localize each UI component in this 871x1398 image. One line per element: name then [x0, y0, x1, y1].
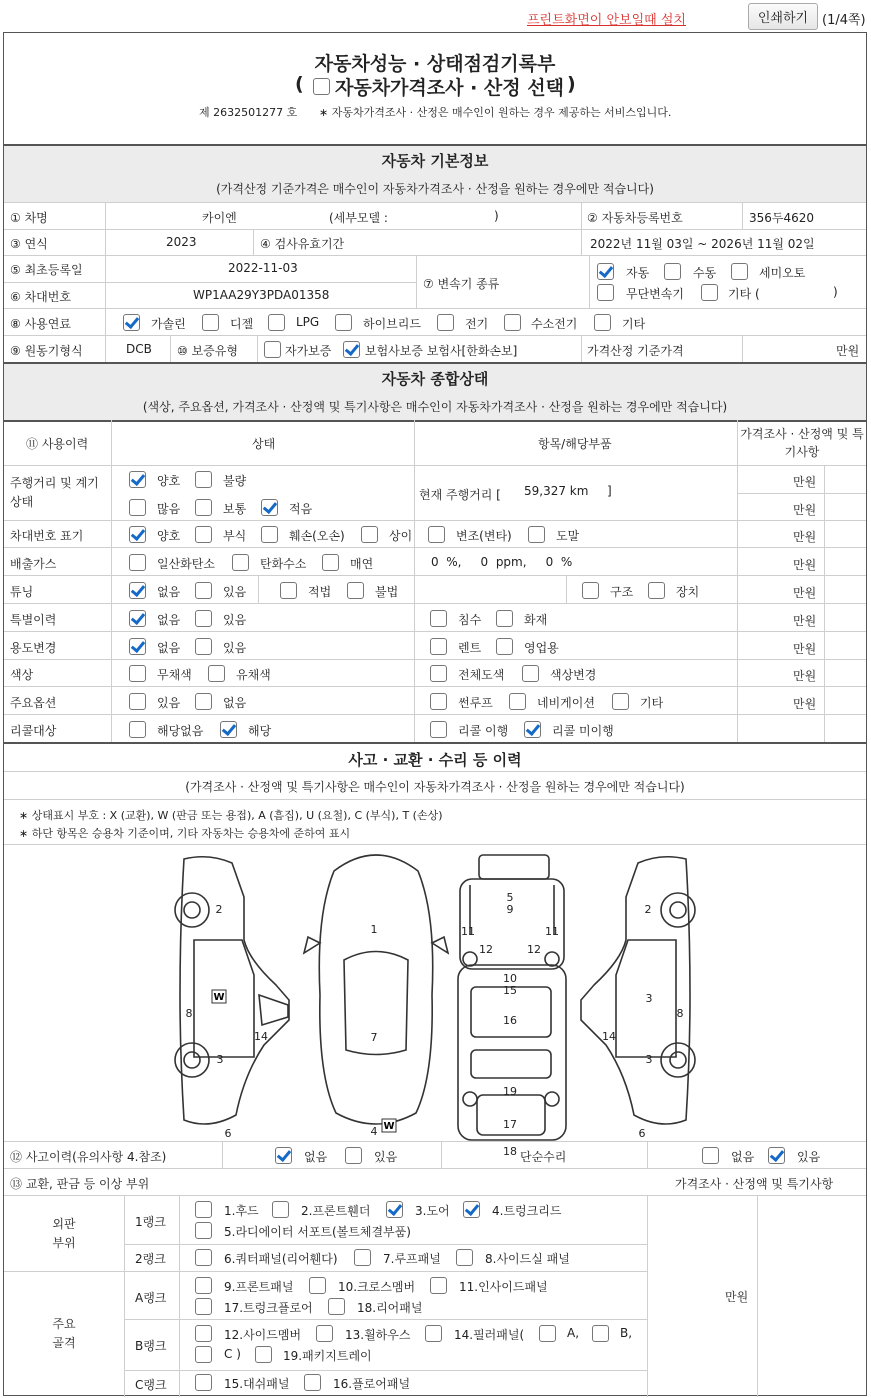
recall-na-label: 해당없음	[157, 724, 204, 738]
mileage-normal-checkbox[interactable]	[195, 499, 212, 516]
mileage-bad-label: 불량	[223, 474, 247, 488]
validity-label: ④ 검사유효기간	[260, 237, 345, 251]
rent-checkbox[interactable]	[430, 638, 447, 655]
service-note: ∗ 자동차가격조사 · 산정은 매수인이 원하는 경우 제공하는 서비스입니다.	[319, 106, 672, 119]
diagram-num-6a: 6	[224, 1127, 232, 1140]
part9-checkbox[interactable]	[195, 1277, 212, 1294]
simple-repair-exists-label: 있음	[797, 1150, 821, 1164]
diagram-num-15: 15	[503, 984, 517, 997]
color-price-unit: 만원	[793, 669, 817, 683]
usage-price-unit: 만원	[793, 642, 817, 656]
page-subtitle: 자동차가격조사 · 산정 선택	[335, 77, 564, 99]
legend-line-1: ∗ 상태표시 부호 : X (교환), W (판금 또는 용접), A (흠집), U (요철), C (부식), T (손상)	[19, 809, 443, 822]
diagram-num-14b: 14	[602, 1030, 616, 1043]
recall-done-label: 리콜 이행	[458, 724, 509, 738]
diagram-num-2b: 2	[644, 903, 652, 916]
col-history: ⑪ 사용이력	[26, 437, 89, 451]
part2-checkbox[interactable]	[272, 1201, 289, 1218]
recall-yes-label: 해당	[248, 724, 272, 738]
achromatic-checkbox[interactable]	[129, 665, 146, 682]
left-side-body	[180, 857, 289, 1124]
trans-auto-label: 자동	[626, 266, 650, 280]
print-install-link[interactable]: 프린트화면이 안보일때 설치	[527, 13, 686, 28]
diagram-num-3c: 3	[645, 1053, 653, 1066]
color-change-label: 색상변경	[550, 668, 597, 682]
part5-checkbox[interactable]	[195, 1222, 212, 1239]
usage-none-checkbox[interactable]	[129, 638, 146, 655]
trans-cvt-label: 무단변속기	[626, 287, 684, 301]
part10-checkbox[interactable]	[309, 1277, 326, 1294]
tuning-structure-label: 구조	[610, 585, 634, 599]
usage-exists-label: 있음	[223, 641, 247, 655]
accident-exists-checkbox[interactable]	[345, 1147, 362, 1164]
current-mileage-close: ]	[607, 484, 612, 498]
vin-stolen-label: 도말	[556, 529, 580, 543]
tuning-structure-checkbox[interactable]	[582, 582, 599, 599]
special-none-label: 없음	[157, 613, 181, 627]
tuning-label: 튜닝	[10, 585, 34, 599]
trans-cvt-checkbox[interactable]	[597, 284, 614, 301]
accident-header: 사고 · 교환 · 수리 등 이력	[348, 751, 522, 769]
recall-notdone-checkbox[interactable]	[524, 721, 541, 738]
basic-info-note: (가격산정 기준가격은 매수인이 자동차가격조사 · 산정을 원하는 경우에만 적습니다)	[216, 182, 654, 196]
business-checkbox[interactable]	[496, 638, 513, 655]
pillar-c-checkbox[interactable]	[195, 1346, 212, 1363]
frame-group: 주요 골격	[52, 1317, 76, 1350]
recall-notdone-label: 리콜 미이행	[552, 724, 614, 738]
reg-label: ② 자동차등록번호	[587, 211, 683, 225]
mileage-few-label: 적음	[289, 502, 313, 516]
warranty-insurer-checkbox[interactable]	[343, 341, 360, 358]
rankB-label: B랭크	[135, 1339, 167, 1353]
detail-model-close: )	[494, 209, 499, 223]
sunroof-label: 썬루프	[458, 696, 493, 710]
status-header: 자동차 종합상태	[381, 370, 489, 388]
warranty-label: ⑩ 보증유형	[177, 344, 238, 358]
special-label: 특별이력	[10, 613, 57, 627]
vin-good-checkbox[interactable]	[129, 526, 146, 543]
fuel-hydrogen-checkbox[interactable]	[504, 314, 521, 331]
recall-done-checkbox[interactable]	[430, 721, 447, 738]
chromatic-checkbox[interactable]	[208, 665, 225, 682]
flood-label: 침수	[458, 613, 482, 627]
vin-alter-label: 변조(변타)	[456, 529, 512, 543]
part17-checkbox[interactable]	[195, 1298, 212, 1315]
part11-checkbox[interactable]	[430, 1277, 447, 1294]
diagram-num-3a: 3	[216, 1053, 224, 1066]
fuel-diesel-checkbox[interactable]	[202, 314, 219, 331]
current-mileage-value: 59,327 km	[524, 484, 589, 498]
accident-note: (가격조사 · 산정액 및 특기사항은 매수인이 자동차가격조사 · 산정을 원하는 경우에만 적습니다)	[185, 780, 685, 794]
trans-other-label: 기타 (	[728, 287, 760, 301]
right-side-body	[581, 857, 690, 1124]
business-label: 영업용	[524, 641, 559, 655]
special-price-unit: 만원	[793, 614, 817, 628]
diagram-num-11b: 11	[545, 925, 559, 938]
diagram-num-12b: 12	[527, 943, 541, 956]
fuel-lpg-label: LPG	[296, 315, 320, 329]
tuning-device-label: 장치	[676, 585, 700, 599]
pillar-b-label: B,	[620, 1326, 633, 1340]
full-paint-label: 전체도색	[458, 668, 505, 682]
vin-good-label: 양호	[157, 529, 181, 543]
current-mileage-label: 현재 주행거리 [	[419, 488, 501, 502]
base-price-label: 가격산정 기준가격	[587, 344, 684, 358]
part19-label: 19.패키지트레이	[283, 1349, 372, 1363]
vin-damage-checkbox[interactable]	[261, 526, 278, 543]
chromatic-label: 유채색	[236, 668, 271, 682]
pillar-b-checkbox[interactable]	[592, 1325, 609, 1342]
pillar-a-label: A,	[567, 1326, 580, 1340]
year-label: ③ 연식	[10, 237, 48, 251]
part7-checkbox[interactable]	[354, 1249, 371, 1266]
part14-checkbox[interactable]	[425, 1325, 442, 1342]
part12-label: 12.사이드멤버	[224, 1328, 302, 1342]
title-paren-close: )	[567, 73, 576, 95]
special-none-checkbox[interactable]	[129, 610, 146, 627]
part18-checkbox[interactable]	[328, 1298, 345, 1315]
diagram-num-10: 10	[503, 972, 517, 985]
vin-stolen-checkbox[interactable]	[528, 526, 545, 543]
diagram-mark-w-trunk: W	[383, 1121, 395, 1132]
accident-none-label: 없음	[304, 1150, 328, 1164]
top-view-body	[319, 855, 432, 1124]
vin-diff-checkbox[interactable]	[361, 526, 378, 543]
part13-label: 13.휠하우스	[345, 1328, 411, 1342]
warranty-insurer-label: 보험사보증 보험사[한화손보]	[365, 344, 518, 358]
tuning-illegal-label: 불법	[375, 585, 399, 599]
accident-history-label: ⑫ 사고이력(유의사항 4.참조)	[10, 1150, 167, 1164]
part1-label: 1.후드	[224, 1204, 259, 1218]
diagram-num-17: 17	[503, 1118, 517, 1131]
trans-semi-label: 세미오토	[759, 266, 806, 280]
fuel-other-label: 기타	[622, 317, 646, 331]
diagram-num-8b: 8	[676, 1007, 684, 1020]
full-paint-checkbox[interactable]	[430, 665, 447, 682]
diagram-mark-w-door: W	[213, 992, 225, 1003]
parts-price-label: 가격조사 · 산정액 및 특기사항	[675, 1177, 834, 1191]
parts-label: ⑬ 교환, 판금 등 이상 부위	[10, 1177, 150, 1191]
warranty-self-checkbox[interactable]	[264, 341, 281, 358]
basic-info-header: 자동차 기본정보	[381, 152, 489, 170]
simple-repair-none-label: 없음	[731, 1150, 755, 1164]
part19-checkbox[interactable]	[255, 1346, 272, 1363]
part11-label: 11.인사이드패널	[459, 1280, 548, 1294]
sunroof-checkbox[interactable]	[430, 693, 447, 710]
vin-price-unit: 만원	[793, 530, 817, 544]
hc-checkbox[interactable]	[232, 554, 249, 571]
flood-checkbox[interactable]	[430, 610, 447, 627]
diagram-num-8a: 8	[185, 1007, 193, 1020]
co-checkbox[interactable]	[129, 554, 146, 571]
col-items: 항목/해당부품	[538, 437, 612, 451]
part14-label: 14.필러패널(	[454, 1328, 525, 1342]
usage-none-label: 없음	[157, 641, 181, 655]
trans-auto-checkbox[interactable]	[597, 263, 614, 280]
mileage-many-checkbox[interactable]	[129, 499, 146, 516]
diagram-num-16: 16	[503, 1014, 517, 1027]
tuning-legal-checkbox[interactable]	[280, 582, 297, 599]
recall-yes-checkbox[interactable]	[220, 721, 237, 738]
trans-semi-checkbox[interactable]	[731, 263, 748, 280]
part8-label: 8.사이드실 패널	[485, 1252, 570, 1266]
part15-label: 15.대쉬패널	[224, 1377, 290, 1391]
options-no-label: 없음	[223, 696, 247, 710]
navigation-label: 네비게이션	[537, 696, 595, 710]
page-count: (1/4쪽)	[822, 13, 866, 28]
trans-manual-checkbox[interactable]	[664, 263, 681, 280]
engine-label: ⑨ 원동기형식	[10, 344, 83, 358]
navigation-checkbox[interactable]	[509, 693, 526, 710]
simple-repair-none-checkbox[interactable]	[702, 1147, 719, 1164]
rank2-label: 2랭크	[135, 1252, 166, 1266]
tuning-device-checkbox[interactable]	[648, 582, 665, 599]
part7-label: 7.루프패널	[383, 1252, 441, 1266]
vin-label: ⑥ 차대번호	[10, 290, 71, 304]
part9-label: 9.프론트패널	[224, 1280, 294, 1294]
fuel-gasoline-label: 가솔린	[151, 317, 186, 331]
rent-label: 렌트	[458, 641, 482, 655]
fuel-electric-label: 전기	[465, 317, 489, 331]
options-other-checkbox[interactable]	[612, 693, 629, 710]
mileage-many-label: 많음	[157, 502, 181, 516]
usage-exists-checkbox[interactable]	[195, 638, 212, 655]
engine-value: DCB	[126, 342, 152, 356]
rank1-label: 1랭크	[135, 1215, 166, 1229]
col-price: 가격조사 · 산정액 및 특기사항	[740, 427, 864, 459]
page-title: 자동차성능 · 상태점검기록부	[314, 53, 556, 75]
title-paren-open: (	[295, 73, 304, 95]
fuel-diesel-label: 디젤	[230, 317, 254, 331]
options-no-checkbox[interactable]	[195, 693, 212, 710]
top-toolbar	[0, 0, 871, 32]
tuning-exists-checkbox[interactable]	[195, 582, 212, 599]
rankA-label: A랭크	[135, 1291, 167, 1305]
mileage-price-unit-1: 만원	[793, 475, 817, 489]
vin-rust-label: 부식	[223, 529, 247, 543]
part4-label: 4.트렁크리드	[492, 1204, 562, 1218]
pillar-a-checkbox[interactable]	[539, 1325, 556, 1342]
part3-label: 3.도어	[415, 1204, 450, 1218]
document-number: 제 2632501277 호	[199, 106, 298, 119]
fire-checkbox[interactable]	[496, 610, 513, 627]
diagram-num-3b: 3	[645, 992, 653, 1005]
usage-label: 용도변경	[10, 641, 57, 655]
first-reg-label: ⑤ 최초등록일	[10, 263, 83, 277]
price-survey-checkbox[interactable]	[313, 78, 330, 95]
fuel-other-checkbox[interactable]	[594, 314, 611, 331]
print-button[interactable]: 인쇄하기	[748, 3, 818, 30]
part6-label: 6.쿼터패널(리어휀다)	[224, 1252, 338, 1266]
part8-checkbox[interactable]	[456, 1249, 473, 1266]
diagram-num-14a: 14	[254, 1030, 268, 1043]
detail-model-label: (세부모델 :	[329, 211, 388, 225]
fuel-hybrid-checkbox[interactable]	[335, 314, 352, 331]
diagram-num-18: 18	[503, 1145, 517, 1158]
tuning-legal-label: 적법	[308, 585, 332, 599]
inspection-record-document	[3, 32, 867, 1396]
validity-value: 2022년 11월 03일 ~ 2026년 11월 02일	[590, 237, 815, 251]
trans-manual-label: 수동	[693, 266, 717, 280]
options-other-label: 기타	[640, 696, 664, 710]
vin-alter-checkbox[interactable]	[428, 526, 445, 543]
recall-label: 리콜대상	[10, 724, 57, 738]
tuning-none-checkbox[interactable]	[129, 582, 146, 599]
name-value: 카이엔	[202, 211, 237, 225]
diagram-num-2a: 2	[215, 903, 223, 916]
mileage-price-unit-2: 만원	[793, 503, 817, 517]
part6-checkbox[interactable]	[195, 1249, 212, 1266]
diagram-num-12a: 12	[479, 943, 493, 956]
tuning-exists-label: 있음	[223, 585, 247, 599]
vin-damage-label: 훼손(오손)	[289, 529, 345, 543]
options-label: 주요옵션	[10, 696, 57, 710]
part13-checkbox[interactable]	[316, 1325, 333, 1342]
diagram-num-19: 19	[503, 1085, 517, 1098]
simple-repair-exists-checkbox[interactable]	[768, 1147, 785, 1164]
warranty-self-label: 자가보증	[285, 344, 332, 358]
emission-values: 0 %, 0 ppm, 0 %	[431, 555, 573, 569]
smoke-label: 매연	[350, 557, 374, 571]
fuel-label: ⑧ 사용연료	[10, 317, 71, 331]
outer-panel-group: 외판 부위	[52, 1217, 76, 1250]
vin-value: WP1AA29Y3PDA01358	[193, 288, 330, 302]
name-label: ① 차명	[10, 211, 48, 225]
options-yes-label: 있음	[157, 696, 181, 710]
mileage-bad-checkbox[interactable]	[195, 471, 212, 488]
part18-label: 18.리어패널	[357, 1301, 423, 1315]
vin-rust-checkbox[interactable]	[195, 526, 212, 543]
trans-other-checkbox[interactable]	[701, 284, 718, 301]
fuel-hydrogen-label: 수소전기	[531, 317, 578, 331]
rankC-label: C랭크	[135, 1378, 167, 1392]
part3-checkbox[interactable]	[386, 1201, 403, 1218]
diagram-num-6b: 6	[638, 1127, 646, 1140]
vin-mark-label: 차대번호 표기	[10, 529, 84, 543]
vin-diff-label: 상이	[389, 529, 413, 543]
tuning-illegal-checkbox[interactable]	[347, 582, 364, 599]
special-exists-label: 있음	[223, 613, 247, 627]
hc-label: 탄화수소	[260, 557, 307, 571]
pillar-c-label: C )	[224, 1347, 241, 1361]
recall-na-checkbox[interactable]	[129, 721, 146, 738]
tuning-price-unit: 만원	[793, 586, 817, 600]
part17-label: 17.트렁크플로어	[224, 1301, 313, 1315]
diagram-num-7: 7	[370, 1031, 378, 1044]
part15-checkbox[interactable]	[195, 1374, 212, 1391]
part5-label: 5.라디에이터 서포트(볼트체결부품)	[224, 1225, 411, 1239]
part16-checkbox[interactable]	[304, 1374, 321, 1391]
diagram-num-9: 9	[506, 903, 514, 916]
diagram-num-11a: 11	[461, 925, 475, 938]
co-label: 일산화탄소	[157, 557, 215, 571]
fire-label: 화재	[524, 613, 548, 627]
legend-line-2: ∗ 하단 항목은 승용차 기준이며, 기타 자동차는 승용차에 준하여 표시	[19, 827, 351, 840]
color-change-checkbox[interactable]	[522, 665, 539, 682]
part10-label: 10.크로스멤버	[338, 1280, 416, 1294]
part16-label: 16.플로어패널	[333, 1377, 411, 1391]
transmission-label: ⑦ 변속기 종류	[423, 277, 500, 291]
col-state: 상태	[252, 437, 276, 451]
reg-value: 356두4620	[749, 211, 815, 225]
mileage-normal-label: 보통	[223, 502, 247, 516]
diagram-num-4: 4	[370, 1125, 378, 1138]
diagram-num-1: 1	[370, 923, 378, 936]
mileage-label: 주행거리 및 계기상태	[10, 476, 99, 509]
achromatic-label: 무채색	[157, 668, 192, 682]
mileage-good-label: 양호	[157, 474, 181, 488]
year-value: 2023	[166, 235, 197, 249]
part1-checkbox[interactable]	[195, 1201, 212, 1218]
part12-checkbox[interactable]	[195, 1325, 212, 1342]
parts-price-unit: 만원	[725, 1290, 749, 1304]
trans-other-close: )	[833, 285, 838, 299]
simple-repair-label: 단순수리	[520, 1150, 567, 1164]
base-price-unit: 만원	[836, 344, 860, 358]
fuel-gasoline-checkbox[interactable]	[123, 314, 140, 331]
emission-price-unit: 만원	[793, 558, 817, 572]
emission-label: 배출가스	[10, 557, 57, 571]
part2-label: 2.프론트휀더	[301, 1204, 371, 1218]
first-reg-value: 2022-11-03	[228, 261, 298, 275]
mileage-few-checkbox[interactable]	[261, 499, 278, 516]
accident-none-checkbox[interactable]	[275, 1147, 292, 1164]
fuel-electric-checkbox[interactable]	[437, 314, 454, 331]
fuel-hybrid-label: 하이브리드	[363, 317, 421, 331]
special-exists-checkbox[interactable]	[195, 610, 212, 627]
options-yes-checkbox[interactable]	[129, 693, 146, 710]
options-price-unit: 만원	[793, 697, 817, 711]
tuning-none-label: 없음	[157, 585, 181, 599]
color-label: 색상	[10, 668, 34, 682]
mileage-good-checkbox[interactable]	[129, 471, 146, 488]
status-note: (색상, 주요옵션, 가격조사 · 산정액 및 특기사항은 매수인이 자동차가격조사 · 산정을 원하는 경우에만 적습니다)	[142, 400, 728, 414]
fuel-lpg-checkbox[interactable]	[268, 314, 285, 331]
smoke-checkbox[interactable]	[322, 554, 339, 571]
accident-exists-label: 있음	[374, 1150, 398, 1164]
diagram-num-5: 5	[506, 891, 514, 904]
part4-checkbox[interactable]	[463, 1201, 480, 1218]
